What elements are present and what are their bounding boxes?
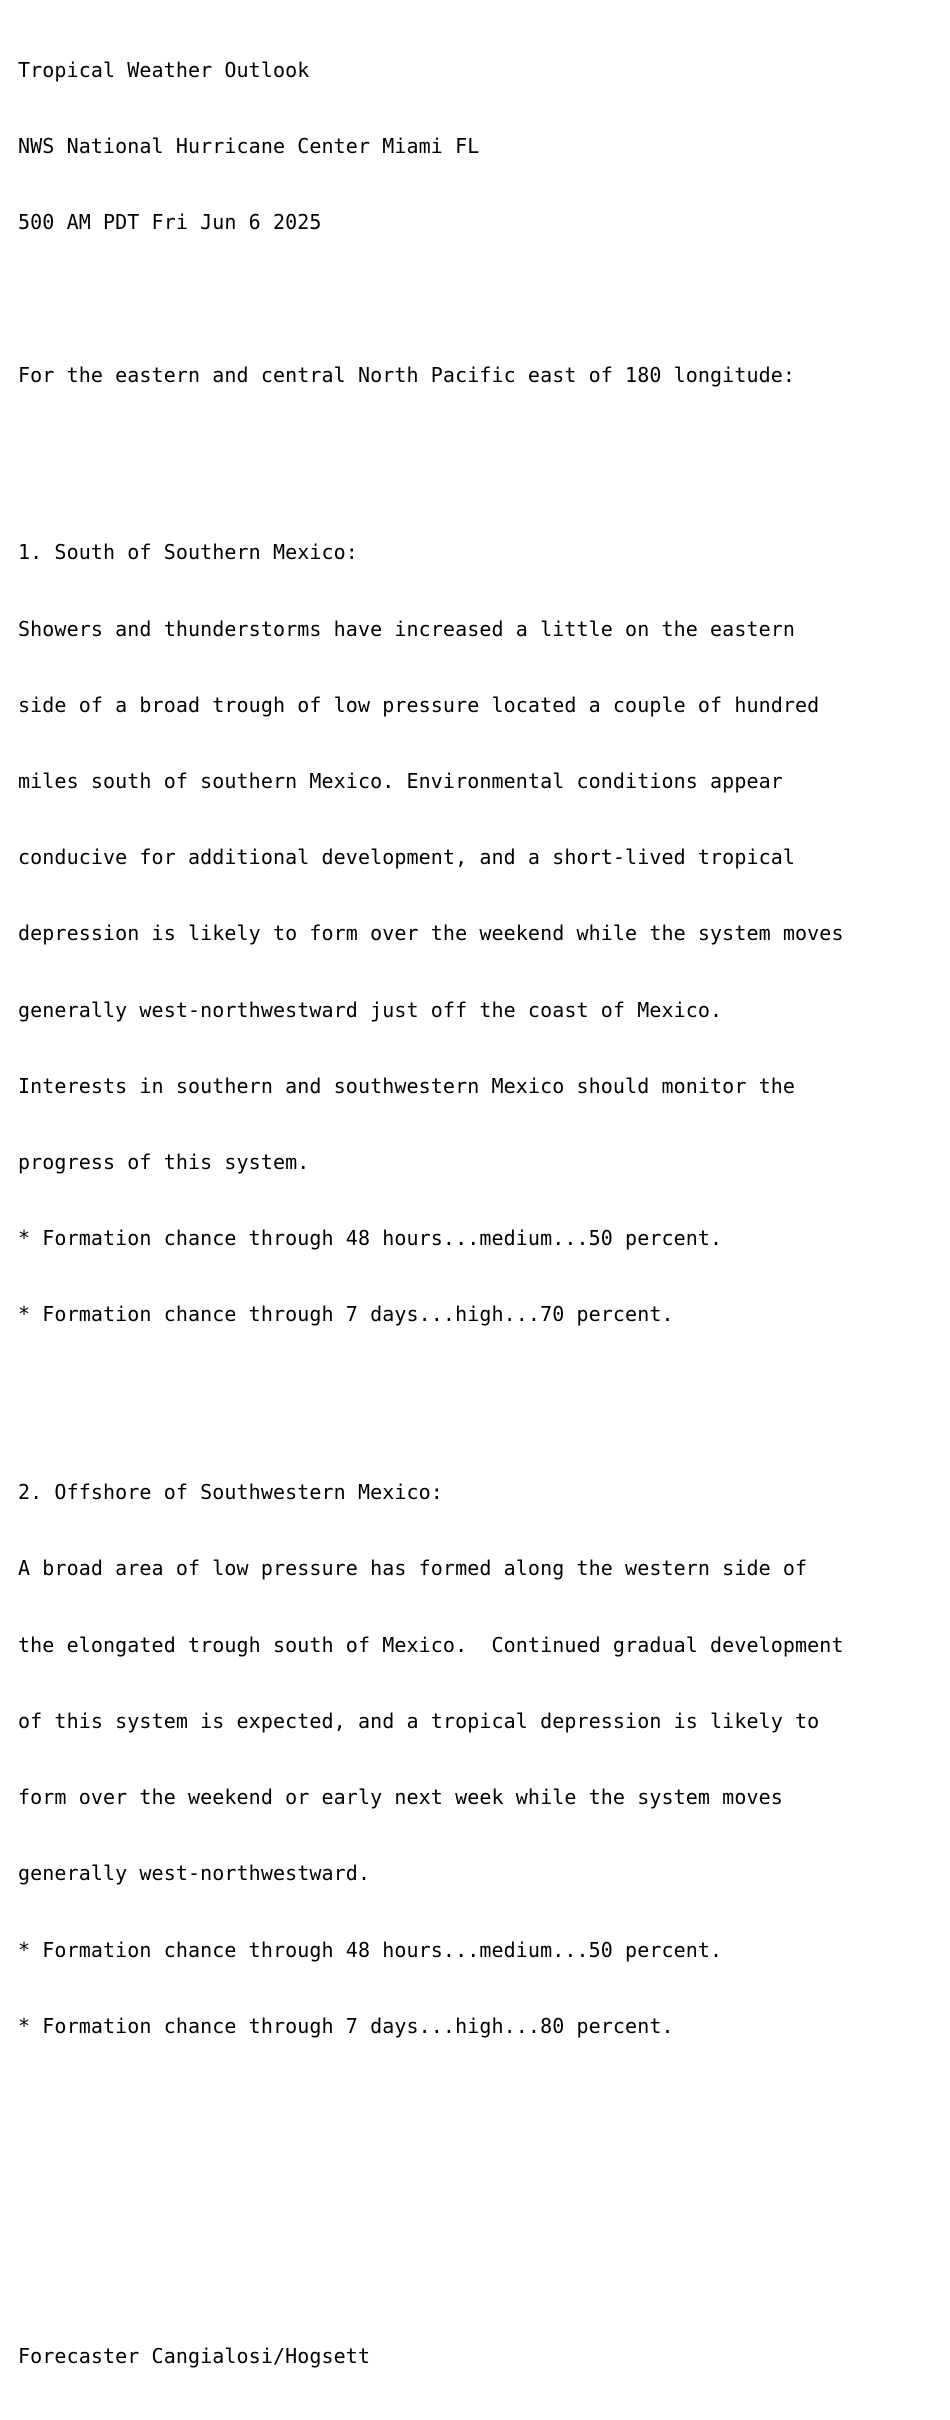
blank-line: [18, 2242, 844, 2267]
blank-line: [18, 2090, 844, 2115]
system-1-discussion-line: Interests in southern and southwestern Mexico should monitor the: [18, 1073, 796, 1098]
blank-line: [18, 439, 844, 464]
region-statement: For the eastern and central North Pacific east of 180 longitude:: [18, 362, 796, 387]
system-2-chance-48h: * Formation chance through 48 hours...medium...50 percent.: [18, 1937, 723, 1962]
system-2-discussion-line: A broad area of low pressure has formed along the western side of: [18, 1556, 808, 1581]
system-1-discussion-line: side of a broad trough of low pressure located a couple of hundred: [18, 692, 820, 717]
outlook-title: Tropical Weather Outlook: [18, 57, 310, 82]
outlook-text: [18, 7, 844, 2420]
system-1-discussion-line: miles south of southern Mexico. Environmental conditions appear: [18, 769, 783, 794]
system-2-chance-7d: * Formation chance through 7 days...high...80 percent.: [18, 2013, 674, 2038]
system-2-discussion-line: the elongated trough south of Mexico. Continued gradual development: [18, 1632, 844, 1657]
system-2-discussion-line: generally west-northwestward.: [18, 1861, 371, 1886]
system-1-heading: 1. South of Southern Mexico:: [18, 540, 358, 565]
system-1-discussion-line: generally west-northwestward just off the coast of Mexico.: [18, 997, 723, 1022]
system-2-discussion-line: of this system is expected, and a tropical depression is likely to: [18, 1708, 820, 1733]
blank-line: [18, 286, 844, 311]
system-1-discussion-line: progress of this system.: [18, 1150, 310, 1175]
system-2-heading: 2. Offshore of Southwestern Mexico:: [18, 1480, 443, 1505]
forecaster-signature: Forecaster Cangialosi/Hogsett: [18, 2343, 371, 2368]
blank-line: [18, 2166, 844, 2191]
system-1-chance-7d: * Formation chance through 7 days...high...70 percent.: [18, 1302, 674, 1327]
system-1-discussion-line: Showers and thunderstorms have increased a little on the eastern: [18, 616, 796, 641]
blank-line: [18, 1379, 844, 1404]
system-2-discussion-line: form over the weekend or early next week while the system moves: [18, 1785, 783, 1810]
system-1-discussion-line: depression is likely to form over the weekend while the system moves: [18, 921, 844, 946]
issuing-office: NWS National Hurricane Center Miami FL: [18, 134, 480, 159]
system-1-discussion-line: conducive for additional development, and a short-lived tropical: [18, 845, 796, 870]
system-1-chance-48h: * Formation chance through 48 hours...medium...50 percent.: [18, 1226, 723, 1251]
issue-time: 500 AM PDT Fri Jun 6 2025: [18, 210, 322, 235]
